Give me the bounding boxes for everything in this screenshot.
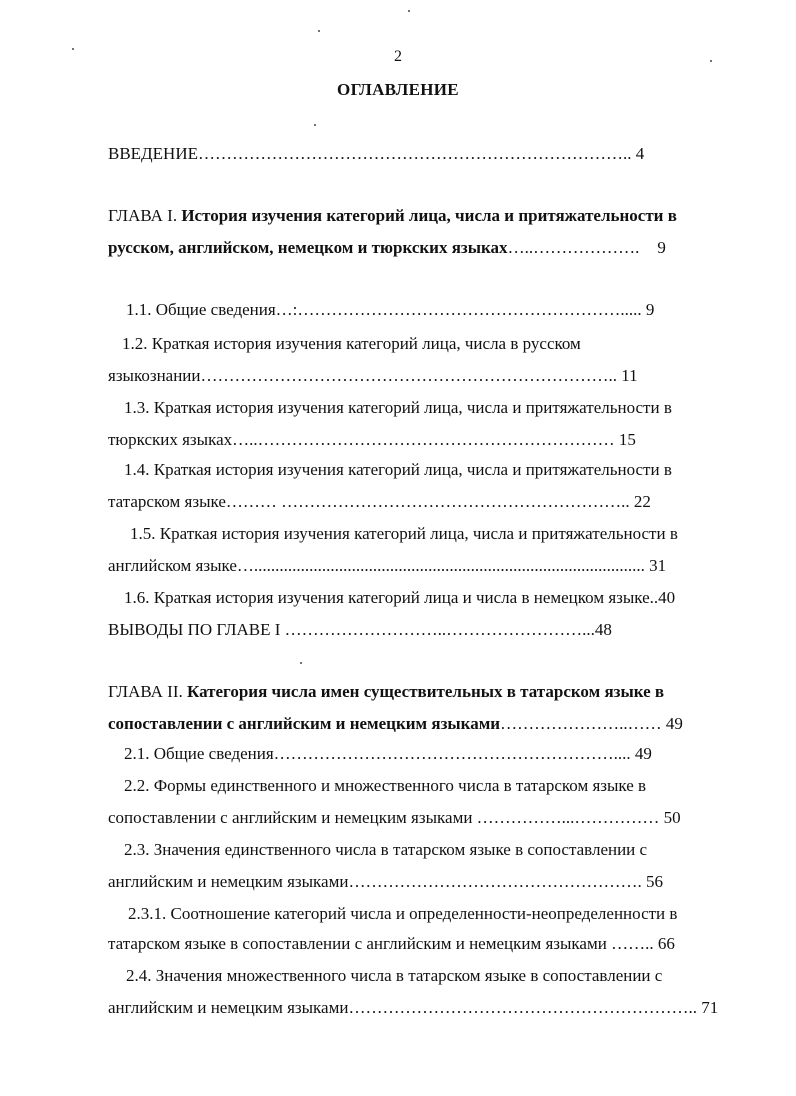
toc-intro: ВВЕДЕНИЕ………………………………………………………………….. 4 bbox=[108, 144, 645, 163]
toc-1-2-line1: 1.2. Краткая история изучения категорий лица, числа в русском bbox=[122, 334, 581, 353]
toc-1-1: 1.1. Общие сведения…:…………………………………………………..... 9 bbox=[126, 300, 655, 319]
toc-1-3-line2: тюркских языках…..……………………………………………………… 15 bbox=[108, 430, 636, 449]
toc-1-4-line1: 1.4. Краткая история изучения категорий лица, числа и притяжательности в bbox=[124, 460, 672, 479]
scan-speck bbox=[408, 10, 410, 12]
toc-2-3-line1: 2.3. Значения единственного числа в татарском языке в сопоставлении с bbox=[124, 840, 648, 859]
toc-2-3-1-line2: татарском языке в сопоставлении с английским и немецким языками …….. 66 bbox=[108, 934, 675, 953]
toc-1-2-line2: языкознании……………………………………………………………….. 11 bbox=[108, 366, 638, 385]
toc-2-2-line1: 2.2. Формы единственного и множественного числа в татарском языке в bbox=[124, 776, 647, 795]
toc-chapter2-line1: ГЛАВА II. Категория числа имен существительных в татарском языке в bbox=[108, 682, 665, 701]
toc-1-5-line1: 1.5. Краткая история изучения категорий лица, числа и притяжательности в bbox=[130, 524, 678, 543]
toc-conclusions1: ВЫВОДЫ ПО ГЛАВЕ I ………………………..……………………...48 bbox=[108, 620, 612, 639]
scan-speck bbox=[314, 124, 316, 126]
toc-chapter2-line2: сопоставлении с английским и немецким языками…………………..…… 49 bbox=[108, 714, 683, 733]
toc-2-4-line1: 2.4. Значения множественного числа в татарском языке в сопоставлении с bbox=[126, 966, 663, 985]
scan-speck bbox=[318, 30, 320, 32]
toc-1-5-line2: английском языке…............................................................................................ 31 bbox=[108, 556, 667, 575]
scan-speck bbox=[300, 662, 302, 664]
toc-1-4-line2: татарском языке……… …………………………………………………….. 22 bbox=[108, 492, 651, 511]
toc-2-1: 2.1. Общие сведения…………………………………………………….... 49 bbox=[124, 744, 652, 763]
toc-2-3-line2: английским и немецким языками……………………………………………. 56 bbox=[108, 872, 663, 891]
page-title: ОГЛАВЛЕНИЕ bbox=[337, 80, 459, 99]
toc-1-6: 1.6. Краткая история изучения категорий лица и числа в немецком языке..40 bbox=[124, 588, 676, 607]
toc-2-3-1-line1: 2.3.1. Соотношение категорий числа и определенности-неопределенности в bbox=[128, 904, 678, 923]
toc-chapter1-line1: ГЛАВА I. История изучения категорий лица, числа и притяжательности в bbox=[108, 206, 677, 225]
toc-1-3-line1: 1.3. Краткая история изучения категорий лица, числа и притяжательности в bbox=[124, 398, 672, 417]
toc-chapter1-line2: русском, английском, немецком и тюркских языках…..………………. 9 bbox=[108, 238, 666, 257]
toc-2-4-line2: английским и немецким языками…………………………………………………….. 71 bbox=[108, 998, 719, 1017]
page-number: 2 bbox=[394, 48, 402, 65]
toc-2-2-line2: сопоставлении с английским и немецким языками ……………...…………… 50 bbox=[108, 808, 681, 827]
